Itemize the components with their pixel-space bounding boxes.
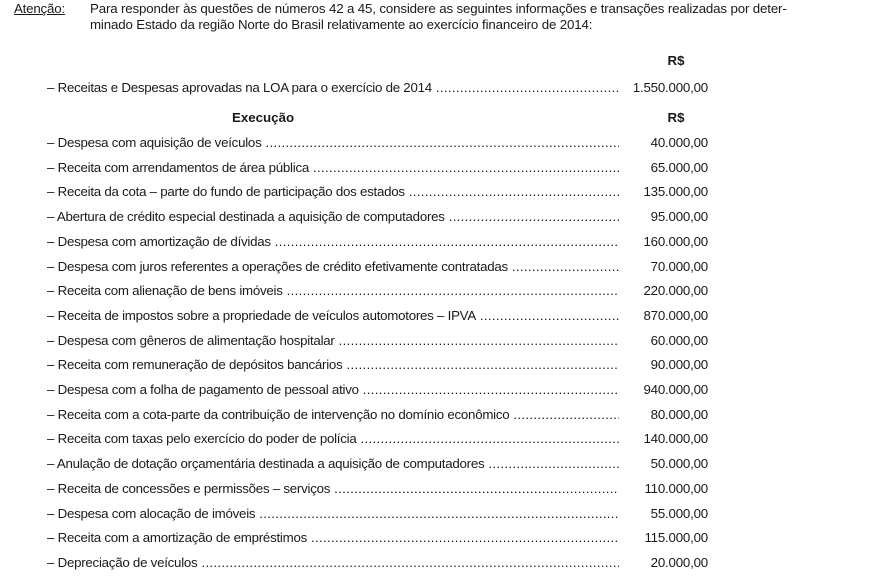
execution-row-label: – Receita de impostos sobre a propriedade de veículos automotores – IPVA ..... (47, 308, 619, 323)
execution-row-label: – Depreciação de veículos ..... (47, 555, 619, 570)
execution-row-label: – Despesa com aquisição de veículos ..... (47, 135, 619, 150)
execution-row-value: 135.000,00 (643, 184, 708, 200)
execution-row-value: 160.000,00 (643, 233, 708, 249)
intro-line-2: minado Estado da região Norte do Brasil relativamente ao exercício financeiro de 2014: (90, 17, 593, 32)
execution-row-label: – Despesa com amortização de dívidas ..... (47, 234, 619, 249)
execution-row-value: 60.000,00 (650, 332, 708, 348)
execution-row-value: 20.000,00 (650, 554, 708, 570)
execution-row (47, 530, 708, 548)
execution-row-value: 65.000,00 (650, 159, 708, 175)
execution-row-value: 40.000,00 (650, 135, 708, 150)
execution-row (47, 184, 708, 202)
currency-header-loa: R$ (667, 53, 685, 68)
execution-row-label: – Despesa com alocação de imóveis ..... (47, 506, 619, 521)
execution-row (47, 259, 708, 277)
execution-row-value: 50.000,00 (650, 456, 708, 472)
execution-row (47, 555, 708, 573)
execution-row-value: 220.000,00 (643, 283, 708, 299)
execution-row-value: 940.000,00 (643, 382, 708, 397)
execution-row (47, 333, 708, 351)
execution-row (47, 407, 708, 425)
execution-row-label: – Abertura de crédito especial destinada a aquisição de computadores ..... (47, 209, 619, 224)
execution-row-label: – Receita com taxas pelo exercício do poder de polícia ..... (47, 431, 619, 446)
execution-row-label: – Despesa com gêneros de alimentação hospitalar ..... (47, 333, 619, 348)
loa-row (47, 80, 708, 98)
execution-row-label: – Anulação de dotação orçamentária destinada a aquisição de computadores ..... (47, 456, 619, 471)
execution-title: Execução (232, 110, 295, 125)
intro-line-1: Para responder às questões de números 42 a 45, considere as seguintes informações e transações realizadas por deter- (90, 1, 787, 16)
execution-row-value: 140.000,00 (643, 431, 708, 447)
execution-row-label: – Receita com arrendamentos de área pública ..... (47, 160, 619, 175)
execution-row-value: 55.000,00 (650, 505, 708, 521)
loa-label: – Receitas e Despesas aprovadas na LOA para o exercício de 2014 ..... (47, 80, 619, 95)
execution-row (47, 160, 708, 178)
execution-row-value: 80.000,00 (650, 406, 708, 422)
execution-row-value: 110.000,00 (644, 480, 708, 496)
execution-row (47, 506, 708, 524)
execution-row (47, 308, 708, 326)
execution-row (47, 382, 708, 400)
currency-header-execution: R$ (667, 110, 685, 125)
execution-row-label: – Receita com a cota-parte da contribuição de intervenção no domínio econômico ..... (47, 407, 619, 422)
execution-row-value: 95.000,00 (650, 209, 708, 225)
attention-label: Atenção: (14, 1, 65, 16)
execution-row-label: – Receita com a amortização de empréstimos ..... (47, 530, 619, 545)
execution-row-value: 90.000,00 (650, 357, 708, 373)
execution-row-value: 115.000,00 (644, 530, 708, 546)
execution-row-label: – Receita de concessões e permissões – serviços ..... (47, 481, 619, 496)
execution-row (47, 481, 708, 499)
execution-row (47, 357, 708, 375)
execution-row (47, 135, 708, 153)
execution-row-label: – Despesa com a folha de pagamento de pessoal ativo ..... (47, 382, 619, 397)
loa-value: 1.550.000,00 (632, 80, 708, 95)
execution-row (47, 283, 708, 301)
execution-row-label: – Receita com alienação de bens imóveis ..... (47, 283, 619, 298)
execution-row (47, 456, 708, 474)
execution-row (47, 431, 708, 449)
execution-row-label: – Receita com remuneração de depósitos bancários ..... (47, 357, 619, 372)
execution-row (47, 234, 708, 252)
intro-paragraph (90, 1, 850, 33)
execution-row-value: 70.000,00 (650, 258, 708, 274)
execution-row-value: 870.000,00 (643, 307, 708, 323)
execution-row (47, 209, 708, 227)
execution-row-label: – Receita da cota – parte do fundo de participação dos estados ..... (47, 184, 619, 199)
execution-row-label: – Despesa com juros referentes a operações de crédito efetivamente contratadas ..... (47, 259, 619, 274)
